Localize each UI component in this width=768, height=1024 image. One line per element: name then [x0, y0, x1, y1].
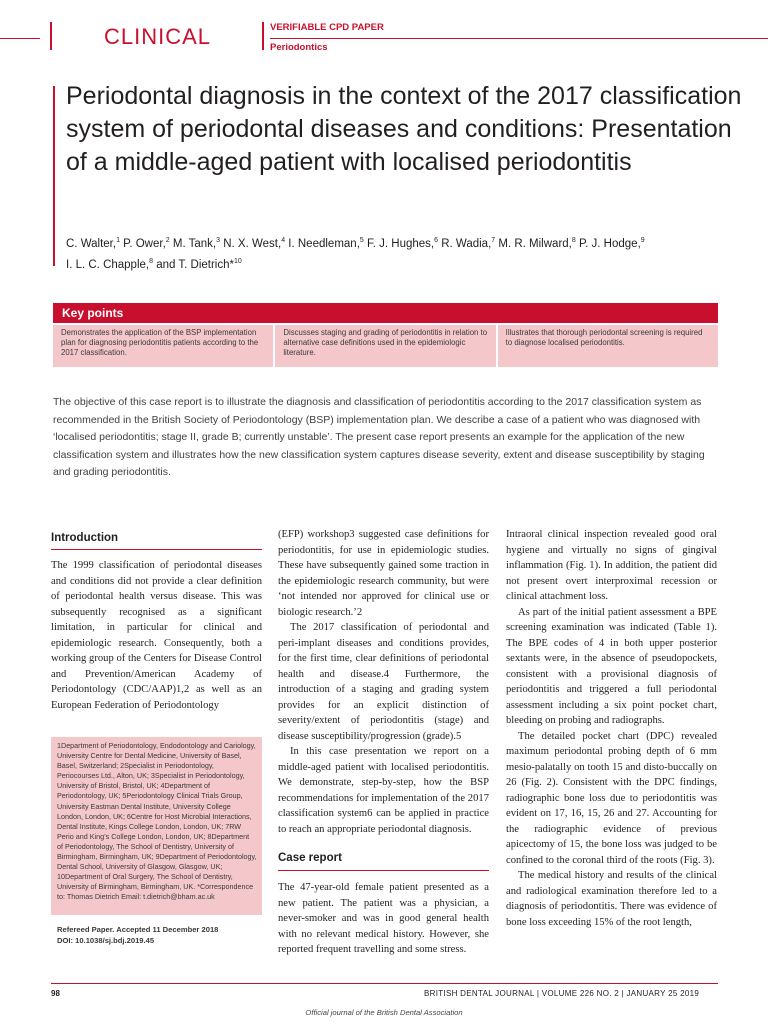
- paragraph: The 2017 classification of periodontal and peri-implant diseases and conditions provides, for the first time, clear definitions of periodontal health and disease.4 Furthermore, the introduction of a staging and grading system provides for an explicit distinction of severity/extent of periodontitis (stage) and disease susceptibility/progression (grade).5: [278, 622, 489, 742]
- case-report-heading: Case report: [278, 852, 342, 864]
- abstract: The objective of this case report is to illustrate the diagnosis and classification of periodontitis according to the 2017 classification system as recommended in the British Society of Periodontology (BSP) implementation plan. We describe a case of a patient who was diagnosed with ‘localised periodontitis; stage II, grade B; currently unstable’. The present case report presents an example for the application of the new classification system and illustrates how the new classification system captures disease severity, extent and disease susceptibility by staging and grading periodontitis.: [53, 396, 705, 478]
- footer-rule: [51, 983, 718, 984]
- key-point-3: Illustrates that thorough periodontal screening is required to diagnose localised periodontitis.: [498, 325, 718, 367]
- key-points-heading: Key points: [53, 303, 718, 323]
- header-rule-right: [270, 38, 768, 39]
- header-rule-left: [0, 38, 40, 39]
- paragraph: The 47-year-old female patient presented as a new patient. The patient was a physician, a never-smoker and was in good general health with no relevant medical history. However, she reported frequent travelling and some stress.: [278, 882, 489, 955]
- article-title: Periodontal diagnosis in the context of the 2017 classification system of periodontal diseases and conditions: Presentation of a middle-aged patient with localised periodontitis: [66, 82, 742, 176]
- key-point-2: Discusses staging and grading of periodontitis in relation to alternative case definitions used in the epidemiologic literature.: [275, 325, 495, 367]
- middle-column: [278, 527, 489, 837]
- introduction-rule: [51, 549, 262, 550]
- case-report-rule: [278, 870, 489, 871]
- right-column: [506, 527, 717, 930]
- introduction-paragraph: The 1999 classification of periodontal diseases and conditions did not provide a clear definition of periodontal health versus disease. This was subsequently recognised as a significant limitation, in particular for clinical and epidemiologic research. Consequently, both a working group of the Centers for Disease Control and Prevention/American Academy of Periodontology (CDC/AAP)1,2 as well as an European Federation of Periodontology: [51, 560, 262, 711]
- refereed-line: Refereed Paper. Accepted 11 December 2018: [57, 925, 219, 934]
- journal-citation: BRITISH DENTAL JOURNAL | VOLUME 226 NO. 2 | JANUARY 25 2019: [424, 989, 700, 998]
- paragraph: (EFP) workshop3 suggested case definitions for periodontitis, for use in epidemiologic studies. These have subsequently gained some traction in the epidemiologic research community, but were ‘not intended nor approved for clinical use or biologic research.’2: [278, 529, 489, 618]
- section-label: CLINICAL: [104, 24, 212, 49]
- header-bar-right: [262, 22, 264, 50]
- header-bar-left: [50, 22, 52, 50]
- paragraph: The detailed pocket chart (DPC) revealed maximum periodontal probing depth of 6 mm mesio-palatally on tooth 15 and disto-buccally on 26 (Fig. 2). Consistent with the DPC findings, radiographic bone loss due to periodontitis was evident on 17, 16, 15, 26 and 27. Accounting for the radiographic evidence of previous apicectomy of 15, the bone loss was judged to be confined to the coronal third of the roots (Fig. 3).: [506, 730, 717, 866]
- paragraph: The medical history and results of the clinical and radiological examination therefore led to a diagnosis of periodontitis. There was evidence of bone loss exceeding 15% of the root length,: [506, 870, 717, 928]
- paragraph: Intraoral clinical inspection revealed good oral hygiene and virtually no signs of gingival inflammation (Fig. 1). In addition, the patient did not present overt interproximal recession or clinical attachment loss.: [506, 529, 717, 602]
- case-report-text: [278, 880, 489, 958]
- author-list: C. Walter,$^1$ P. Ower,$^2$ M. Tank,$^3$ N. X. West,$^4$ I. Needleman,$^5$ F. J. Hughes,$^6$ R. Wadia,$^7$ M. R. Milward,$^8$ P. J. Hodge,$^9$ I. L. C. Chapple,$^8$ and T. Dietrich*$^{10}$: [66, 237, 645, 271]
- official-journal-note: Official journal of the British Dental Association: [305, 1008, 463, 1017]
- title-bar: [53, 86, 55, 266]
- affiliations-box: 1Department of Periodontology, Endodontology and Cariology, University Centre for Dental Medicine, University of Basel, Basel, Switzerland; 2Specialist in Periodontology, Periocourses Ltd., Alton, UK; 3Specialist in Periodontology, University of Bristol, Bristol, UK; 4Department of Periodontology, UK; 5Periodontology Clinical Trials Group, University Eastman Dental Institute, University College London, London, UK; 6Centre for Host Microbial Interactions, Dental Institute, Kings College London, London, UK; 7RW Perio and King’s College London, London, UK; 8Department of Periodontology, The School of Dentistry, University of Birmingham, Birmingham, UK; 9Department of Periodontology, Dental School, University of Glasgow, Glasgow, UK; 10Department of Oral Surgery, The School of Dentistry, University of Birmingham, Birmingham, UK. *Correspondence to: Thomas Dietrich Email: t.dietrich@bham.ac.uk: [51, 737, 262, 915]
- introduction-heading: Introduction: [51, 532, 119, 544]
- paragraph: As part of the initial patient assessment a BPE screening examination was indicated (Table 1). The BPE codes of 4 in both upper posterior sextants were, in the absence of pseudopockets, consistent with a provisional diagnosis of periodontitis and triggered a full periodontal assessment including a six point pocket chart, bleeding on probing and radiographs.: [506, 606, 717, 726]
- refereed-box: [51, 921, 262, 949]
- doi-line: DOI: 10.1038/sj.bdj.2019.45: [57, 936, 155, 945]
- key-point-1: Demonstrates the application of the BSP implementation plan for diagnosing periodontitis patients according to the 2017 classification.: [53, 325, 273, 367]
- page-number: 98: [51, 989, 60, 998]
- paragraph: In this case presentation we report on a middle-aged patient with localised periodontitis. We demonstrate, step-by-step, how the BSP recommendations for implementation of the 2017 classification system6 can be applied in practice to reach an appropriate periodontal diagnosis.: [278, 746, 489, 835]
- cpd-label: VERIFIABLE CPD PAPER: [270, 22, 384, 33]
- topic-label: Periodontics: [270, 42, 328, 53]
- key-points-box: [53, 303, 718, 367]
- introduction-text: [51, 558, 262, 713]
